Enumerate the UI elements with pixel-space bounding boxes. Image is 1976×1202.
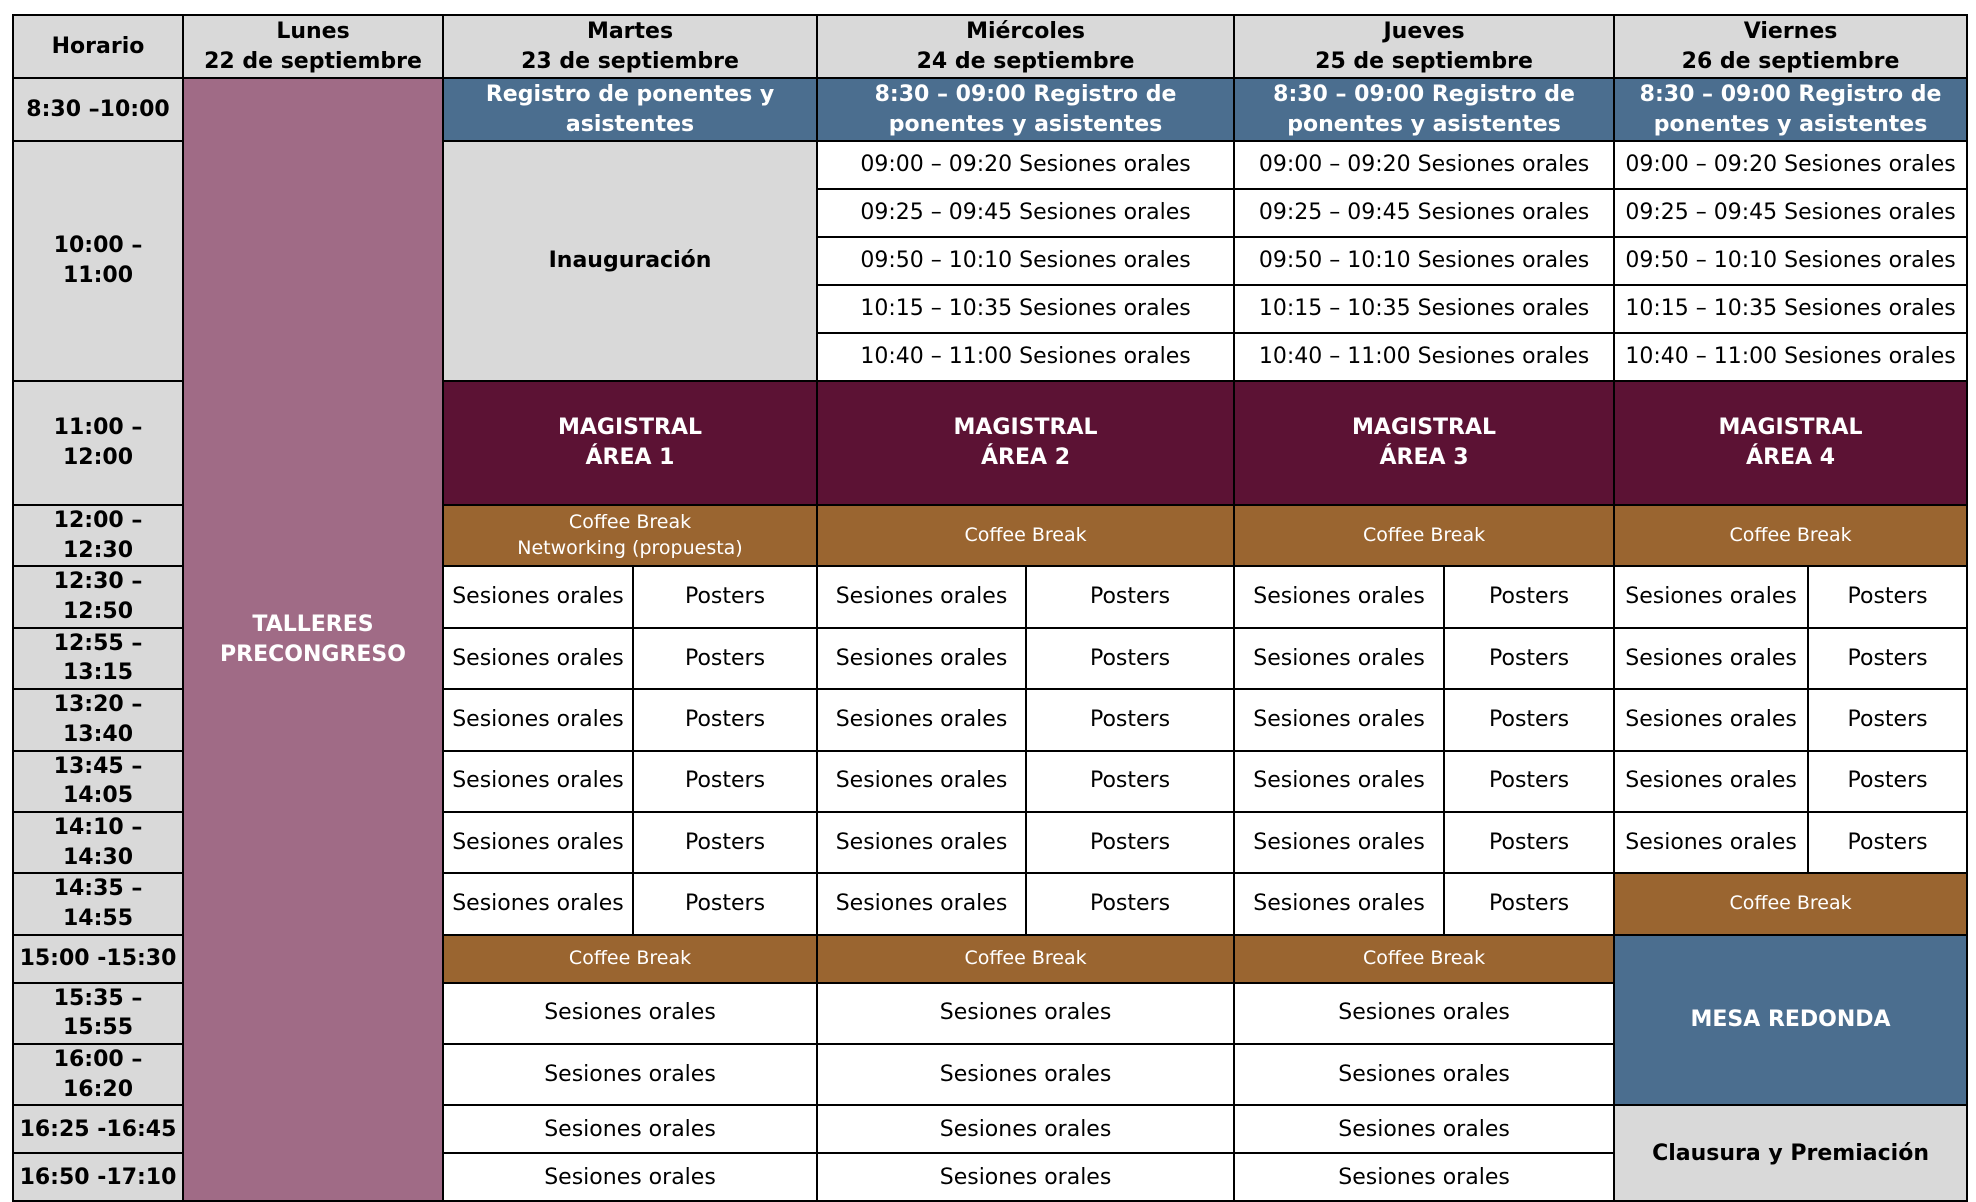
posters: Posters [1444, 566, 1614, 627]
posters: Posters [633, 873, 817, 934]
time-cell: 10:00 – 11:00 [13, 141, 183, 381]
oral-slot: 09:00 – 09:20 Sesiones orales [1614, 141, 1967, 189]
time-cell: 14:35 – 14:55 [13, 873, 183, 934]
registro-viernes: 8:30 – 09:00 Registro de ponentes y asistentes [1614, 78, 1967, 141]
sesiones-orales: Sesiones orales [443, 566, 633, 627]
posters: Posters [1444, 751, 1614, 812]
coffee-break: Coffee Break [817, 935, 1234, 983]
coffee-break: Coffee Break [443, 935, 817, 983]
oral-slot: 09:25 – 09:45 Sesiones orales [817, 189, 1234, 237]
sesiones-orales: Sesiones orales [443, 1105, 817, 1153]
oral-slot: 10:40 – 11:00 Sesiones orales [1234, 333, 1614, 381]
sesiones-orales: Sesiones orales [443, 628, 633, 689]
magistral-area-4: MAGISTRAL ÁREA 4 [1614, 381, 1967, 505]
table-row [13, 78, 1967, 141]
talleres-precongreso: TALLERES PRECONGRESO [183, 78, 443, 1201]
sesiones-orales: Sesiones orales [817, 1105, 1234, 1153]
posters: Posters [1444, 812, 1614, 873]
posters: Posters [1026, 873, 1234, 934]
posters: Posters [633, 812, 817, 873]
time-cell: 16:00 – 16:20 [13, 1044, 183, 1105]
sesiones-orales: Sesiones orales [443, 1153, 817, 1201]
posters: Posters [1444, 628, 1614, 689]
sesiones-orales: Sesiones orales [1234, 628, 1444, 689]
sesiones-orales: Sesiones orales [817, 873, 1026, 934]
time-cell: 11:00 – 12:00 [13, 381, 183, 505]
posters: Posters [1026, 566, 1234, 627]
posters: Posters [1808, 812, 1967, 873]
header-miercoles: Miércoles 24 de septiembre [817, 15, 1234, 78]
oral-slot: 09:50 – 10:10 Sesiones orales [1234, 237, 1614, 285]
sesiones-orales: Sesiones orales [1614, 812, 1808, 873]
header-martes: Martes 23 de septiembre [443, 15, 817, 78]
time-cell: 12:55 – 13:15 [13, 628, 183, 689]
inauguracion: Inauguración [443, 141, 817, 381]
coffee-break: Coffee Break [1614, 505, 1967, 566]
clausura-premiacion: Clausura y Premiación [1614, 1105, 1967, 1201]
oral-slot: 10:15 – 10:35 Sesiones orales [1614, 285, 1967, 333]
oral-slot: 10:15 – 10:35 Sesiones orales [817, 285, 1234, 333]
sesiones-orales: Sesiones orales [1234, 751, 1444, 812]
sesiones-orales: Sesiones orales [443, 1044, 817, 1105]
time-cell: 13:45 – 14:05 [13, 751, 183, 812]
registro-miercoles: 8:30 – 09:00 Registro de ponentes y asistentes [817, 78, 1234, 141]
sesiones-orales: Sesiones orales [443, 751, 633, 812]
sesiones-orales: Sesiones orales [817, 566, 1026, 627]
coffee-break: Coffee Break [1234, 935, 1614, 983]
posters: Posters [1026, 628, 1234, 689]
sesiones-orales: Sesiones orales [1234, 566, 1444, 627]
sesiones-orales: Sesiones orales [443, 983, 817, 1044]
oral-slot: 10:40 – 11:00 Sesiones orales [817, 333, 1234, 381]
time-cell: 12:30 – 12:50 [13, 566, 183, 627]
sesiones-orales: Sesiones orales [443, 873, 633, 934]
header-horario: Horario [13, 15, 183, 78]
registro-martes: Registro de ponentes y asistentes [443, 78, 817, 141]
sesiones-orales: Sesiones orales [817, 983, 1234, 1044]
posters: Posters [633, 628, 817, 689]
registro-jueves: 8:30 – 09:00 Registro de ponentes y asistentes [1234, 78, 1614, 141]
sesiones-orales: Sesiones orales [443, 812, 633, 873]
posters: Posters [1808, 751, 1967, 812]
posters: Posters [1026, 751, 1234, 812]
sesiones-orales: Sesiones orales [1234, 1044, 1614, 1105]
sesiones-orales: Sesiones orales [443, 689, 633, 750]
posters: Posters [1808, 689, 1967, 750]
sesiones-orales: Sesiones orales [1614, 689, 1808, 750]
time-cell: 13:20 – 13:40 [13, 689, 183, 750]
sesiones-orales: Sesiones orales [817, 689, 1026, 750]
sesiones-orales: Sesiones orales [817, 628, 1026, 689]
header-viernes: Viernes 26 de septiembre [1614, 15, 1967, 78]
posters: Posters [1026, 689, 1234, 750]
sesiones-orales: Sesiones orales [1614, 566, 1808, 627]
coffee-break-networking: Coffee Break Networking (propuesta) [443, 505, 817, 566]
schedule-table [12, 14, 1968, 1202]
sesiones-orales: Sesiones orales [817, 751, 1026, 812]
header-lunes: Lunes 22 de septiembre [183, 15, 443, 78]
posters: Posters [633, 689, 817, 750]
magistral-area-2: MAGISTRAL ÁREA 2 [817, 381, 1234, 505]
header-jueves: Jueves 25 de septiembre [1234, 15, 1614, 78]
oral-slot: 10:40 – 11:00 Sesiones orales [1614, 333, 1967, 381]
header-row [13, 15, 1967, 78]
sesiones-orales: Sesiones orales [1614, 628, 1808, 689]
mesa-redonda: MESA REDONDA [1614, 935, 1967, 1106]
time-cell: 16:25 -16:45 [13, 1105, 183, 1153]
posters: Posters [1026, 812, 1234, 873]
oral-slot: 09:25 – 09:45 Sesiones orales [1614, 189, 1967, 237]
time-cell: 16:50 -17:10 [13, 1153, 183, 1201]
time-cell: 14:10 – 14:30 [13, 812, 183, 873]
oral-slot: 09:50 – 10:10 Sesiones orales [817, 237, 1234, 285]
sesiones-orales: Sesiones orales [1234, 1105, 1614, 1153]
posters: Posters [1808, 628, 1967, 689]
time-cell: 8:30 –10:00 [13, 78, 183, 141]
oral-slot: 09:00 – 09:20 Sesiones orales [1234, 141, 1614, 189]
time-cell: 15:35 – 15:55 [13, 983, 183, 1044]
sesiones-orales: Sesiones orales [1234, 812, 1444, 873]
magistral-area-3: MAGISTRAL ÁREA 3 [1234, 381, 1614, 505]
sesiones-orales: Sesiones orales [817, 812, 1026, 873]
sesiones-orales: Sesiones orales [817, 1044, 1234, 1105]
time-cell: 12:00 – 12:30 [13, 505, 183, 566]
oral-slot: 09:50 – 10:10 Sesiones orales [1614, 237, 1967, 285]
coffee-break: Coffee Break [1234, 505, 1614, 566]
sesiones-orales: Sesiones orales [1234, 1153, 1614, 1201]
oral-slot: 09:00 – 09:20 Sesiones orales [817, 141, 1234, 189]
sesiones-orales: Sesiones orales [817, 1153, 1234, 1201]
sesiones-orales: Sesiones orales [1234, 873, 1444, 934]
posters: Posters [1808, 566, 1967, 627]
oral-slot: 09:25 – 09:45 Sesiones orales [1234, 189, 1614, 237]
posters: Posters [633, 751, 817, 812]
magistral-area-1: MAGISTRAL ÁREA 1 [443, 381, 817, 505]
sesiones-orales: Sesiones orales [1234, 983, 1614, 1044]
posters: Posters [633, 566, 817, 627]
posters: Posters [1444, 873, 1614, 934]
coffee-break: Coffee Break [1614, 873, 1967, 934]
time-cell: 15:00 -15:30 [13, 935, 183, 983]
coffee-break: Coffee Break [817, 505, 1234, 566]
sesiones-orales: Sesiones orales [1234, 689, 1444, 750]
sesiones-orales: Sesiones orales [1614, 751, 1808, 812]
posters: Posters [1444, 689, 1614, 750]
oral-slot: 10:15 – 10:35 Sesiones orales [1234, 285, 1614, 333]
